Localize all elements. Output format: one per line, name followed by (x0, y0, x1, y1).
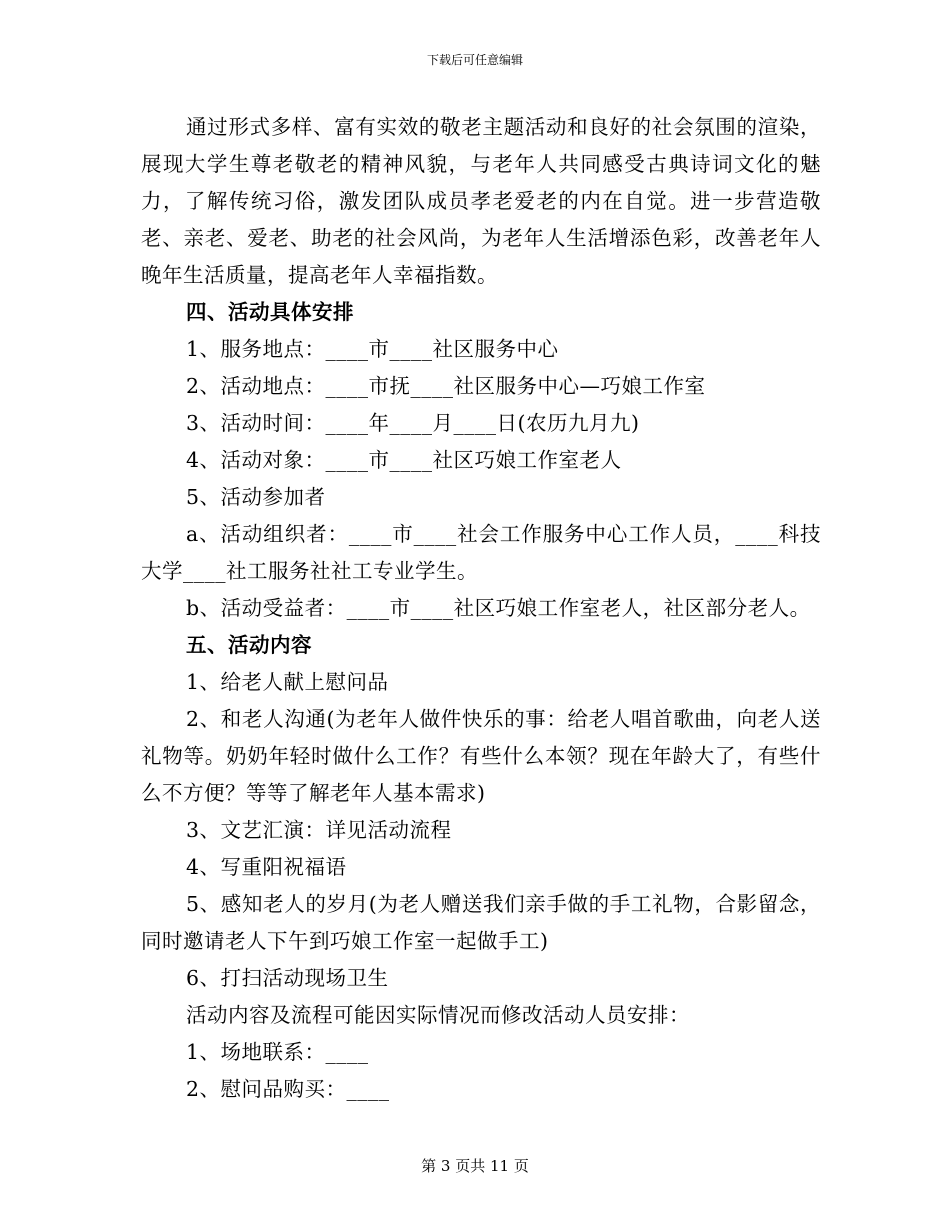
organizers-item: a、活动组织者：____市____社会工作服务中心工作人员，____科技大学____社工服务社社工专业学生。 (141, 522, 821, 583)
activity-location-item: 2、活动地点：____市抚____社区服务中心—巧娘工作室 (186, 374, 706, 398)
staff-arrangement-note: 活动内容及流程可能因实际情况而修改活动人员安排： (186, 1003, 690, 1027)
content-item-5: 5、感知老人的岁月(为老人赠送我们亲手做的手工礼物，合影留念，同时邀请老人下午到巧娘工作室一起做手工) (141, 892, 821, 953)
content-item-3: 3、文艺汇演：详见活动流程 (186, 818, 452, 842)
staff-item-2: 2、慰问品购买：____ (186, 1077, 390, 1101)
staff-item-1: 1、场地联系：____ (186, 1040, 369, 1064)
participants-item: 5、活动参加者 (186, 485, 326, 509)
section-5-heading: 五、活动内容 (186, 633, 312, 657)
content-item-6: 6、打扫活动现场卫生 (186, 966, 389, 990)
page-header: 下载后可任意编辑 (426, 53, 523, 67)
page-footer: 第 3 页共 11 页 (421, 1157, 529, 1175)
service-location-item: 1、服务地点：____市____社区服务中心 (186, 337, 559, 361)
content-item-1: 1、给老人献上慰问品 (186, 670, 389, 694)
beneficiaries-item: b、活动受益者：____市____社区巧娘工作室老人，社区部分老人。 (186, 596, 811, 620)
document-body (141, 109, 821, 1108)
activity-time-item: 3、活动时间：____年____月____日(农历九月九) (186, 411, 640, 435)
section-4-heading: 四、活动具体安排 (186, 300, 354, 324)
content-item-4: 4、写重阳祝福语 (186, 855, 347, 879)
content-item-2: 2、和老人沟通(为老年人做件快乐的事：给老人唱首歌曲，向老人送礼物等。奶奶年轻时做什么工作？有些什么本领？现在年龄大了，有些什么不方便？等等了解老年人基本需求) (141, 707, 821, 805)
intro-paragraph: 通过形式多样、富有实效的敬老主题活动和良好的社会氛围的渲染，展现大学生尊老敬老的精神风貌，与老年人共同感受古典诗词文化的魅力，了解传统习俗，激发团队成员孝老爱老的内在自觉。进一步营造敬老、亲老、爱老、助老的社会风尚，为老年人生活增添色彩，改善老年人晚年生活质量，提高老年人幸福指数。 (141, 115, 821, 287)
activity-target-item: 4、活动对象：____市____社区巧娘工作室老人 (186, 448, 622, 472)
